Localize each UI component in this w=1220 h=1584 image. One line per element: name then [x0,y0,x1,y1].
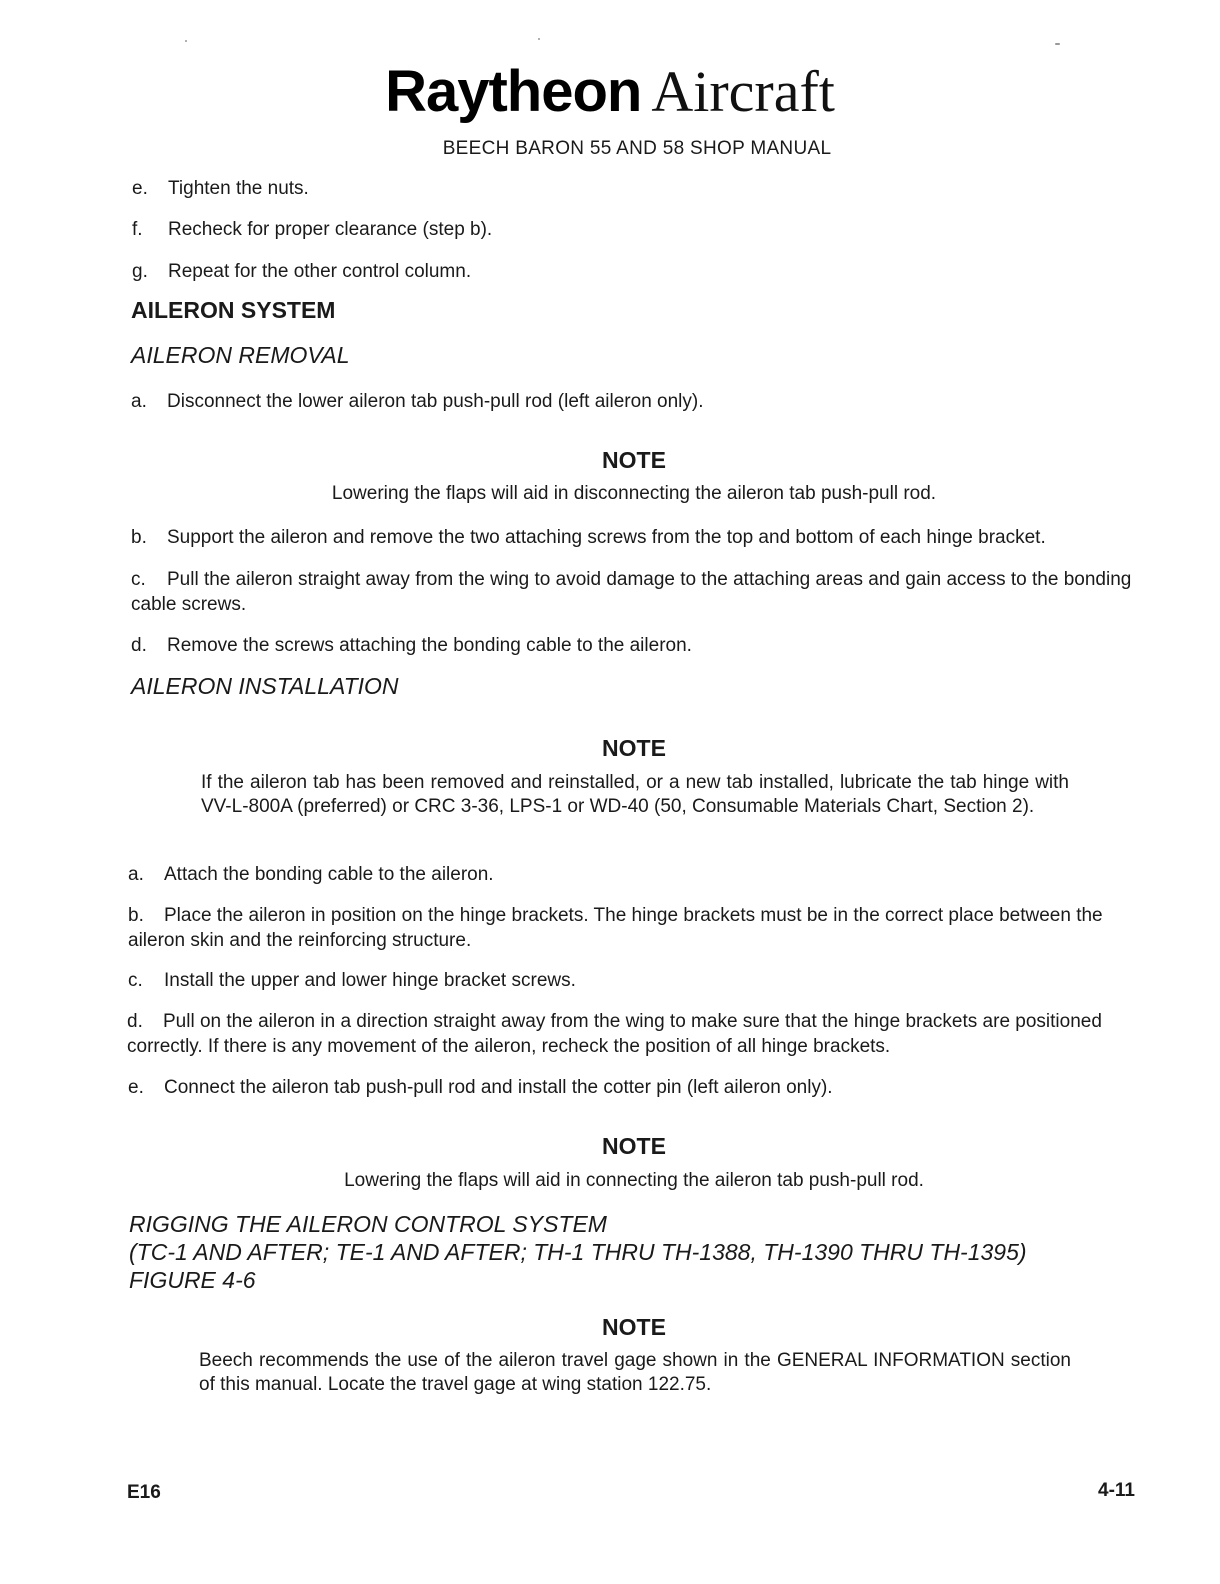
manual-subtitle: BEECH BARON 55 AND 58 SHOP MANUAL [442,138,832,159]
install-step-e [128,1075,833,1100]
install-step-a [128,862,494,887]
note-text: Lowering the flaps will aid in connecting the aileron tab push-pull rod. [344,1170,924,1191]
scan-speck [1055,43,1060,45]
logo-brand-text: Raytheon [385,59,642,124]
install-step-d [127,1009,1143,1059]
note-title: NOTE [602,1133,666,1159]
removal-step-b [131,525,1046,550]
step-text: Place the aileron in position on the hinge brackets. The hinge brackets must be in the correct place between the aileron skin and the reinforcing structure. [128,905,1103,951]
subsection-heading-rigging: RIGGING THE AILERON CONTROL SYSTEM [129,1211,607,1237]
step-label: e. [132,178,148,199]
step-label: e. [128,1077,144,1098]
install-step-c [128,968,576,993]
note-text: Beech recommends the use of the aileron travel gage shown in the GENERAL INFORMATION section of this manual. Locate the travel gage at wing station 122.75. [199,1350,1071,1395]
step-label: a. [131,391,147,412]
raytheon-aircraft-logo [0,58,1220,125]
step-label: g. [132,261,148,282]
step-text: Disconnect the lower aileron tab push-pull rod (left aileron only). [167,391,704,412]
step-text: Install the upper and lower hinge bracket screws. [164,970,576,991]
step-text: Remove the screws attaching the bonding cable to the aileron. [167,635,692,656]
note-title: NOTE [602,735,666,761]
subsection-heading-aileron-removal: AILERON REMOVAL [131,342,350,368]
removal-step-a [131,389,704,414]
step-f-top [132,217,492,242]
step-label: d. [131,635,147,656]
removal-step-d [131,633,692,658]
section-heading-aileron-system: AILERON SYSTEM [131,297,336,323]
step-text: Pull on the aileron in a direction straight away from the wing to make sure that the hinge brackets are positioned correctly. If there is any movement of the aileron, recheck the position of all hinge brackets. [127,1011,1102,1057]
scan-speck [538,38,540,40]
step-text: Recheck for proper clearance (step b). [168,219,493,240]
removal-step-c [131,567,1143,617]
step-text: Connect the aileron tab push-pull rod and install the cotter pin (left aileron only). [164,1077,833,1098]
note-text: Lowering the flaps will aid in disconnecting the aileron tab push-pull rod. [331,483,937,504]
step-g-top [132,259,471,284]
scan-speck [185,40,187,42]
note-title: NOTE [602,1314,666,1340]
step-text: Pull the aileron straight away from the wing to avoid damage to the attaching areas and gain access to the bonding cable screws. [131,569,1132,615]
step-label: b. [131,527,147,548]
step-label: c. [128,970,143,991]
note-title: NOTE [602,447,666,473]
step-text: Repeat for the other control column. [168,261,472,282]
step-text: Attach the bonding cable to the aileron. [164,864,494,885]
step-text: Tighten the nuts. [168,178,309,199]
step-label: a. [128,864,144,885]
step-text: Support the aileron and remove the two attaching screws from the top and bottom of each hinge bracket. [167,527,1046,548]
step-label: d. [127,1011,143,1032]
note-text: If the aileron tab has been removed and reinstalled, or a new tab installed, lubricate the tab hinge with VV-L-800A (preferred) or CRC 3-36, LPS-1 or WD-40 (50, Consumable Materials Chart, Section 2). [201,772,1069,817]
step-label: c. [131,569,146,590]
rigging-heading-figure: FIGURE 4-6 [129,1267,256,1293]
page-number: 4-11 [1098,1480,1135,1501]
subsection-heading-aileron-installation: AILERON INSTALLATION [131,673,399,699]
rigging-heading-effectivity: (TC-1 AND AFTER; TE-1 AND AFTER; TH-1 THRU TH-1388, TH-1390 THRU TH-1395) [129,1239,1027,1265]
step-label: b. [128,905,144,926]
logo-aircraft-text: Aircraft [651,59,835,124]
install-step-b [128,903,1143,953]
step-label: f. [132,219,143,240]
footer-left-code: E16 [127,1482,161,1503]
step-e-top [132,176,309,201]
